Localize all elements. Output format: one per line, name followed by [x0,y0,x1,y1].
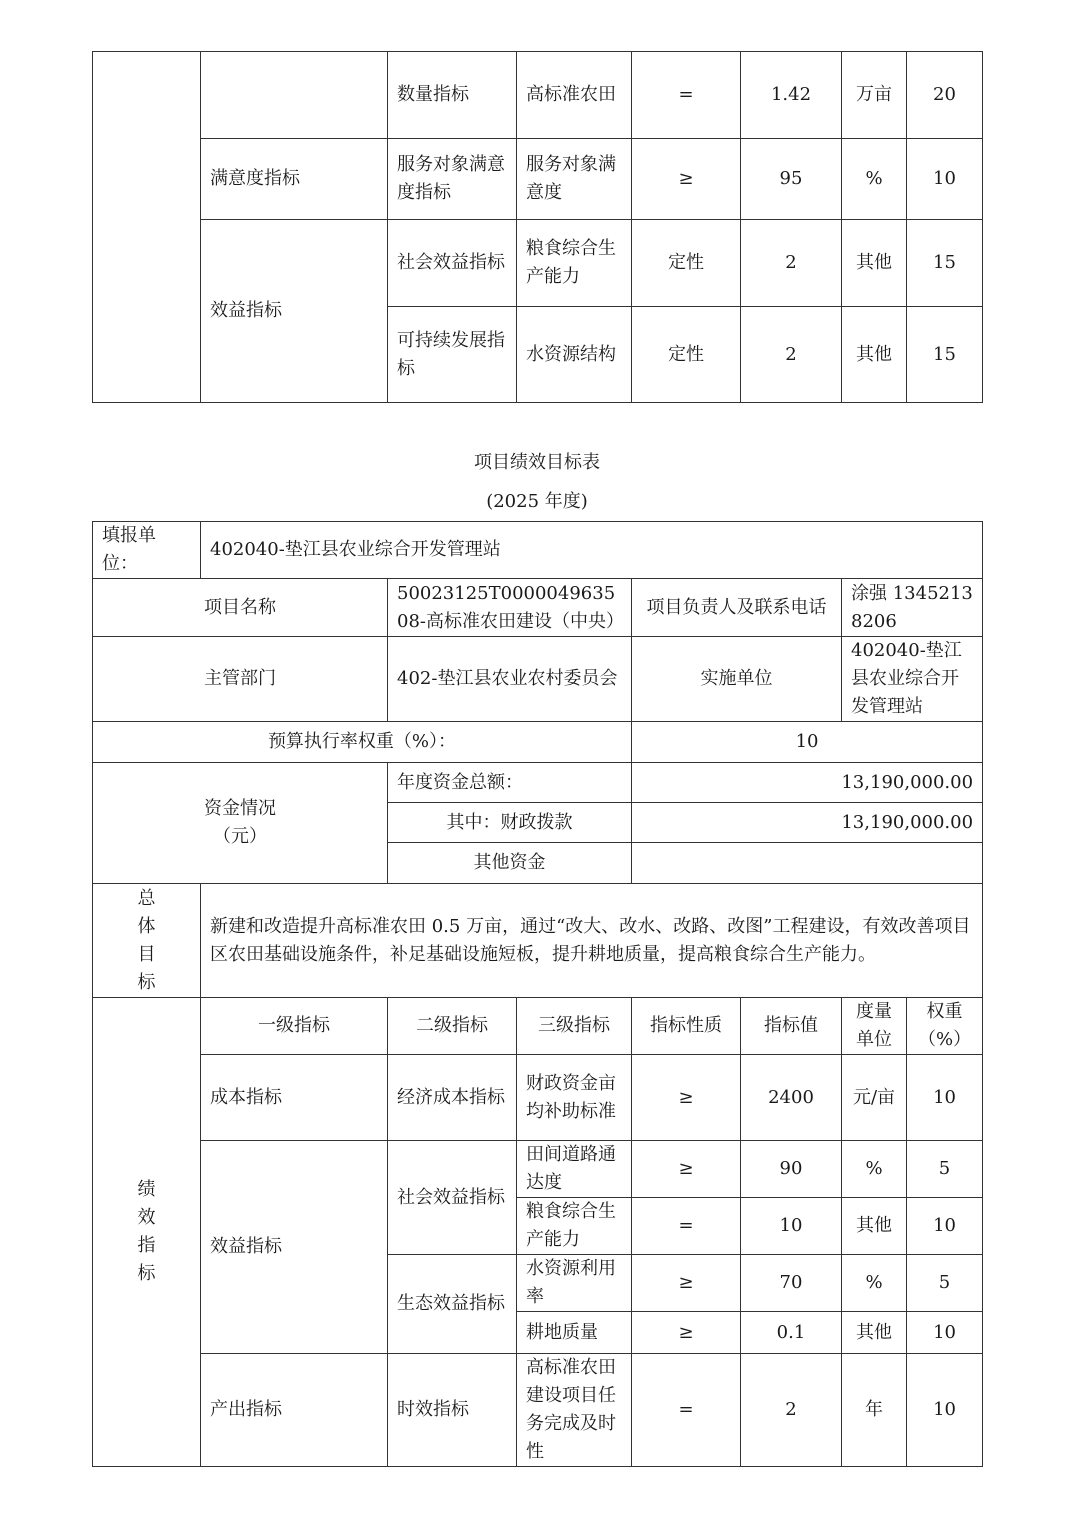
budget-rate-value: 10 [632,722,983,763]
fund-label-line2: （元） [213,826,267,847]
value-cell: 2 [741,220,842,307]
unit-cell: 其他 [842,220,907,307]
fund-label [93,763,388,884]
unit-cell: 万亩 [842,52,907,139]
budget-rate-label: 预算执行率权重（%）： [93,722,632,763]
goal-label-char: 标 [137,971,156,993]
weight-cell: 15 [907,307,983,403]
fill-unit-value: 402040-垫江县农业综合开发管理站 [201,522,983,579]
op-cell: ≥ [632,1141,741,1198]
value-cell: 1.42 [741,52,842,139]
doc-year: (2025 年度) [486,491,588,512]
l2-cell [201,52,388,139]
weight-cell: 10 [907,1312,983,1354]
l4-cell: 财政资金亩均补助标准 [517,1055,632,1141]
value-cell: 2 [741,1354,842,1467]
value-cell: 95 [741,139,842,220]
l4-cell: 耕地质量 [517,1312,632,1354]
l4-cell: 田间道路通达度 [517,1141,632,1198]
op-cell: ≥ [632,1055,741,1141]
l3-cell: 数量指标 [388,52,517,139]
unit-cell: 元/亩 [842,1055,907,1141]
l4-cell: 高标准农田 [517,52,632,139]
weight-cell: 10 [907,1198,983,1255]
fund-total-value: 13,190,000.00 [632,763,983,803]
value-cell: 0.1 [741,1312,842,1354]
l2-cell: 产出指标 [201,1354,388,1467]
weight-cell: 5 [907,1141,983,1198]
l2-cell: 效益指标 [201,1141,388,1354]
dept-label: 主管部门 [93,637,388,722]
contact-label: 项目负责人及联系电话 [632,579,842,637]
impl-value: 402040-垫江县农业综合开发管理站 [842,637,983,722]
impl-label: 实施单位 [632,637,842,722]
weight-cell: 10 [907,1354,983,1467]
op-cell: 定性 [632,307,741,403]
weight-cell: 10 [907,1055,983,1141]
fund-total-label: 年度资金总额： [388,763,632,803]
perf-label-char: 标 [137,1263,156,1284]
perf-label-char: 指 [137,1235,156,1256]
fill-unit-label: 填报单位： [93,522,201,579]
perf-label-char: 绩 [137,1179,156,1200]
doc-title: 项目绩效目标表 [474,452,600,473]
fund-other-value [632,843,983,884]
fund-fiscal-label: 其中：财政拨款 [388,803,632,843]
goal-label [93,884,201,998]
value-cell: 70 [741,1255,842,1312]
empty-cell [93,52,201,403]
header-op: 指标性质 [632,998,741,1055]
fund-other-label: 其他资金 [388,843,632,884]
l4-cell: 高标准农田建设项目任务完成及时性 [517,1354,632,1467]
l4-cell: 粮食综合生产能力 [517,220,632,307]
goal-label-char: 总 [137,887,156,909]
op-cell: ≥ [632,1312,741,1354]
goal-label-char: 目 [137,943,156,965]
value-cell: 2 [741,307,842,403]
unit-cell: 年 [842,1354,907,1467]
header-weight: 权重（%） [907,998,983,1055]
weight-cell: 5 [907,1255,983,1312]
fund-fiscal-value: 13,190,000.00 [632,803,983,843]
value-cell: 90 [741,1141,842,1198]
op-cell: 定性 [632,220,741,307]
unit-cell: % [842,1141,907,1198]
op-cell: ≥ [632,1255,741,1312]
value-cell: 2400 [741,1055,842,1141]
unit-cell: % [842,139,907,220]
header-l2: 一级指标 [201,998,388,1055]
goal-label-char: 体 [137,915,156,937]
l3-cell: 时效指标 [388,1354,517,1467]
l3-cell: 生态效益指标 [388,1255,517,1354]
l2-cell: 效益指标 [201,220,388,403]
l3-cell: 可持续发展指标 [388,307,517,403]
perf-label-char: 效 [137,1207,156,1228]
l2-cell: 成本指标 [201,1055,388,1141]
l3-cell: 社会效益指标 [388,220,517,307]
l2-cell: 满意度指标 [201,139,388,220]
project-name-label: 项目名称 [93,579,388,637]
dept-value: 402-垫江县农业农村委员会 [388,637,632,722]
header-unit: 度量单位 [842,998,907,1055]
header-val: 指标值 [741,998,842,1055]
unit-cell: 其他 [842,1198,907,1255]
weight-cell: 15 [907,220,983,307]
unit-cell: 其他 [842,1312,907,1354]
unit-cell: % [842,1255,907,1312]
l3-cell: 服务对象满意度指标 [388,139,517,220]
op-cell: = [632,1354,741,1467]
project-name-value: 50023125T000004963508-高标准农田建设（中央） [388,579,632,637]
performance-goal-table [92,521,983,1467]
op-cell: = [632,52,741,139]
top-indicator-table [92,51,983,403]
l4-cell: 服务对象满意度 [517,139,632,220]
op-cell: = [632,1198,741,1255]
l4-cell: 水资源结构 [517,307,632,403]
weight-cell: 20 [907,52,983,139]
l3-cell: 社会效益指标 [388,1141,517,1255]
unit-cell: 其他 [842,307,907,403]
header-l3: 二级指标 [388,998,517,1055]
perf-label [93,998,201,1467]
op-cell: ≥ [632,139,741,220]
l3-cell: 经济成本指标 [388,1055,517,1141]
value-cell: 10 [741,1198,842,1255]
header-l4: 三级指标 [517,998,632,1055]
l4-cell: 水资源利用率 [517,1255,632,1312]
weight-cell: 10 [907,139,983,220]
l4-cell: 粮食综合生产能力 [517,1198,632,1255]
contact-value: 涂强 13452138206 [842,579,983,637]
goal-text: 新建和改造提升高标准农田 0.5 万亩，通过“改大、改水、改路、改图”工程建设，有效改善项目区农田基础设施条件，补足基础设施短板，提升耕地质量，提高粮食综合生产能力。 [201,884,983,998]
fund-label-line1: 资金情况 [204,798,276,819]
